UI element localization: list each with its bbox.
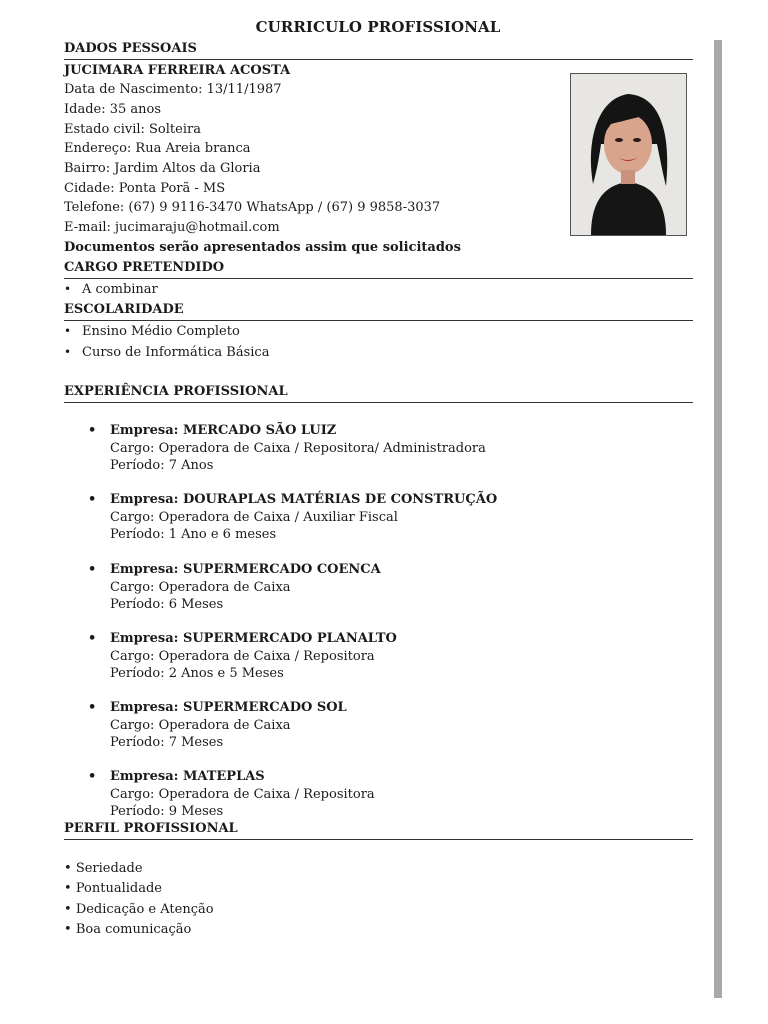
- periodo-text: Período: 2 Anos e 5 Meses: [110, 666, 284, 681]
- cargo-text: Cargo: Operadora de Caixa / Repositora: [110, 648, 375, 664]
- bullet-icon: •: [64, 881, 72, 896]
- cargo-item-text: A combinar: [82, 282, 158, 297]
- periodo-text: Período: 7 Anos: [110, 458, 214, 473]
- escolaridade-item-text: Curso de Informática Básica: [82, 345, 270, 360]
- neighborhood: Bairro: Jardim Altos da Gloria: [64, 161, 261, 176]
- phone: Telefone: (67) 9 9116-3470 WhatsApp / (67) 9 9858-3037: [64, 200, 441, 215]
- empresa-name: Empresa: SUPERMERCADO PLANALTO: [110, 631, 397, 646]
- civil-status: Estado civil: Solteira: [64, 122, 201, 137]
- experience-item: [88, 630, 397, 683]
- escolaridade-item: [64, 344, 269, 361]
- experience-item: [88, 491, 497, 544]
- age: Idade: 35 anos: [64, 102, 162, 117]
- perfil-item: [64, 860, 143, 877]
- section-cargo-pretendido: CARGO PRETENDIDO: [64, 259, 693, 279]
- empresa-name: Empresa: SUPERMERCADO COENCA: [110, 562, 381, 577]
- escolaridade-item-text: Ensino Médio Completo: [82, 324, 240, 339]
- perfil-item-text: Boa comunicação: [75, 922, 192, 937]
- city: Cidade: Ponta Porã - MS: [64, 181, 226, 196]
- cargo-text: Cargo: Operadora de Caixa / Repositora: [110, 786, 375, 802]
- documents-note: Documentos serão apresentados assim que solicitados: [64, 240, 461, 255]
- portrait-image: [571, 74, 686, 235]
- bullet-icon: •: [88, 492, 97, 507]
- periodo-text: Período: 9 Meses: [110, 804, 224, 819]
- page-scrollbar[interactable]: [714, 40, 722, 998]
- cargo-text: Cargo: Operadora de Caixa: [110, 717, 291, 733]
- candidate-name: JUCIMARA FERREIRA ACOSTA: [64, 63, 291, 78]
- bullet-icon: •: [64, 324, 72, 338]
- section-experiencia: EXPERIÊNCIA PROFISSIONAL: [64, 383, 693, 403]
- bullet-icon: •: [64, 282, 72, 296]
- bullet-icon: •: [88, 423, 97, 438]
- section-escolaridade: ESCOLARIDADE: [64, 301, 693, 321]
- bullet-icon: •: [64, 902, 72, 917]
- experience-item: [88, 422, 486, 475]
- bullet-icon: •: [64, 922, 72, 937]
- profile-photo: [570, 73, 687, 236]
- perfil-item: [64, 921, 191, 938]
- perfil-item: [64, 880, 162, 897]
- bullet-icon: •: [64, 861, 72, 876]
- cargo-text: Cargo: Operadora de Caixa: [110, 579, 291, 595]
- address: Endereço: Rua Areia branca: [64, 141, 251, 156]
- perfil-item-text: Seriedade: [75, 861, 143, 876]
- periodo-text: Período: 6 Meses: [110, 597, 224, 612]
- bullet-icon: •: [88, 700, 97, 715]
- bullet-icon: •: [88, 562, 97, 577]
- empresa-name: Empresa: MERCADO SÃO LUIZ: [110, 423, 337, 438]
- email: E-mail: jucimaraju@hotmail.com: [64, 220, 280, 235]
- bullet-icon: •: [64, 345, 72, 359]
- empresa-name: Empresa: SUPERMERCADO SOL: [110, 700, 347, 715]
- section-dados-pessoais: DADOS PESSOAIS: [64, 40, 693, 60]
- cargo-text: Cargo: Operadora de Caixa / Repositora/ Administradora: [110, 440, 486, 456]
- bullet-icon: •: [88, 631, 97, 646]
- empresa-name: Empresa: MATEPLAS: [110, 769, 265, 784]
- birth-date: Data de Nascimento: 13/11/1987: [64, 82, 282, 97]
- cargo-item: [64, 281, 158, 298]
- bullet-icon: •: [88, 769, 97, 784]
- section-perfil-profissional: PERFIL PROFISSIONAL: [64, 820, 693, 840]
- perfil-item: [64, 901, 214, 918]
- page-title: CURRICULO PROFISSIONAL: [255, 18, 501, 36]
- perfil-item-text: Pontualidade: [75, 881, 162, 896]
- experience-item: [88, 561, 381, 614]
- escolaridade-item: [64, 323, 240, 340]
- experience-item: [88, 699, 347, 752]
- perfil-item-text: Dedicação e Atenção: [75, 902, 214, 917]
- cargo-text: Cargo: Operadora de Caixa / Auxiliar Fiscal: [110, 509, 398, 525]
- periodo-text: Período: 7 Meses: [110, 735, 224, 750]
- empresa-name: Empresa: DOURAPLAS MATÉRIAS DE CONSTRUÇÃO: [110, 492, 498, 507]
- experience-item: [88, 768, 375, 821]
- periodo-text: Período: 1 Ano e 6 meses: [110, 527, 277, 542]
